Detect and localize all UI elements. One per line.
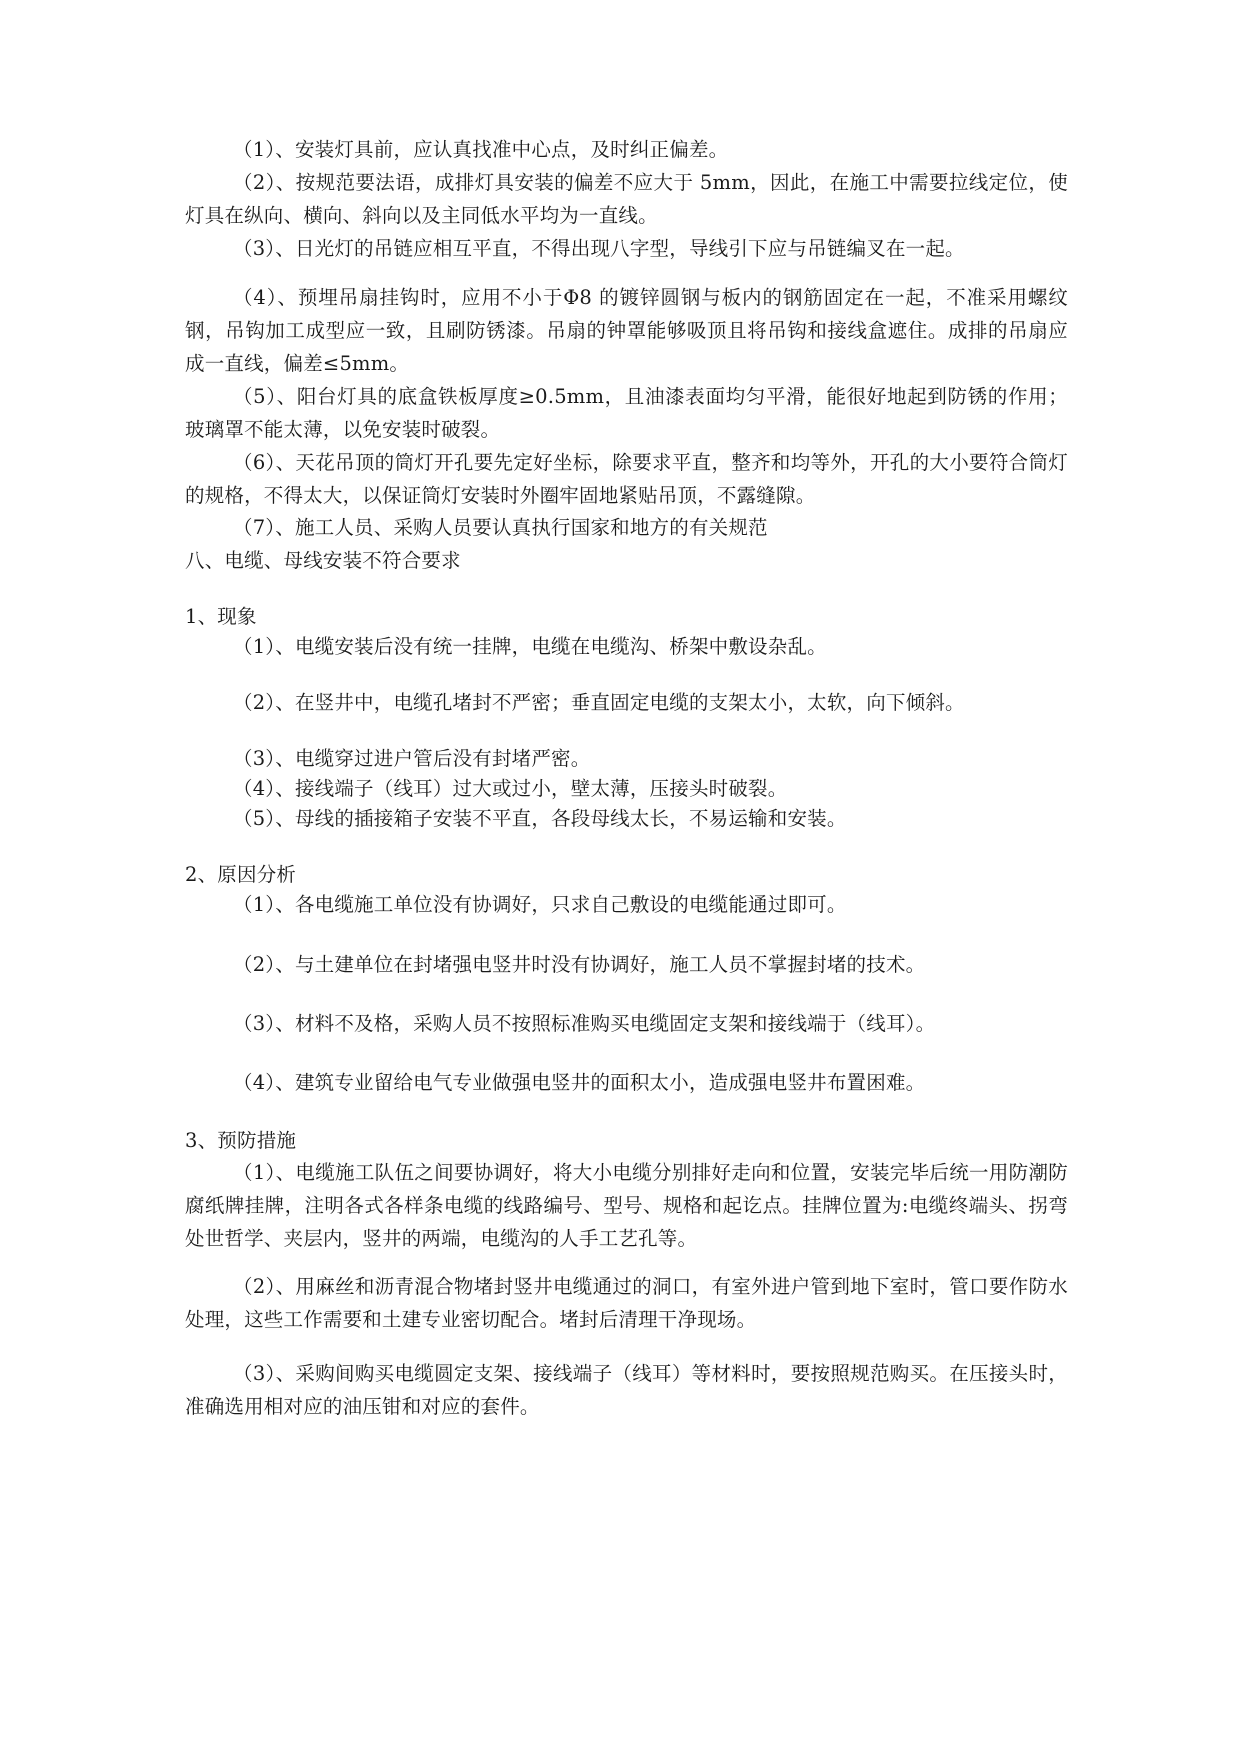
- paragraph-prevention-1: （1）、电缆施工队伍之间要协调好，将大小电缆分别排好走向和位置，安装完毕后统一用防潮防腐纸牌挂牌，注明各式各样条电缆的线路编号、型号、规格和起讫点。挂牌位置为:电缆终端头、拐弯处世哲学、夹层内，竖井的两端，电缆沟的人手工艺孔等。: [185, 1161, 1068, 1250]
- paragraph-phenomenon-1: （1）、电缆安装后没有统一挂牌，电缆在电缆沟、桥架中敷设杂乱。: [233, 635, 827, 658]
- paragraph-lamp-5: （5）、阳台灯具的底盒铁板厚度≥0.5mm，且油漆表面均匀平滑，能很好地起到防锈的作用；玻璃罩不能太薄，以免安装时破裂。: [185, 385, 1068, 441]
- paragraph-phenomenon-4: （4）、接线端子（线耳）过大或过小，壁太薄，压接头时破裂。: [233, 777, 788, 800]
- paragraph-phenomenon-5: （5）、母线的插接箱子安装不平直，各段母线太长，不易运输和安装。: [233, 807, 847, 830]
- paragraph-prevention-3: （3）、采购间购买电缆圆定支架、接线端子（线耳）等材料时，要按照规范购买。在压接头时，准确选用相对应的油压钳和对应的套件。: [185, 1362, 1068, 1418]
- paragraph-lamp-1: （1）、安装灯具前，应认真找准中心点，及时纠正偏差。: [233, 138, 729, 161]
- paragraph-cause-1: （1）、各电缆施工单位没有协调好，只求自己敷设的电缆能通过即可。: [233, 893, 847, 916]
- subheading-phenomenon: 1、现象: [185, 605, 257, 628]
- paragraph-phenomenon-2: （2）、在竖井中，电缆孔堵封不严密；垂直固定电缆的支架太小，太软，向下倾斜。: [233, 691, 965, 714]
- paragraph-lamp-3: （3）、日光灯的吊链应相互平直，不得出现八字型，导线引下应与吊链编叉在一起。: [233, 237, 965, 260]
- paragraph-lamp-2: （2）、按规范要法语，成排灯具安装的偏差不应大于 5mm，因此，在施工中需要拉线定位，使灯具在纵向、横向、斜向以及主同低水平均为一直线。: [185, 171, 1068, 227]
- subheading-cause-analysis: 2、原因分析: [185, 863, 297, 886]
- paragraph-cause-3: （3）、材料不及格，采购人员不按照标准购买电缆固定支架和接线端于（线耳）。: [233, 1012, 936, 1035]
- section-heading-cable-busbar: 八、电缆、母线安装不符合要求: [185, 549, 461, 572]
- paragraph-cause-4: （4）、建筑专业留给电气专业做强电竖井的面积太小，造成强电竖井布置困难。: [233, 1071, 926, 1094]
- paragraph-phenomenon-3: （3）、电缆穿过进户管后没有封堵严密。: [233, 747, 591, 770]
- paragraph-lamp-4: （4）、预埋吊扇挂钩时，应用不小于Φ8 的镀锌圆钢与板内的钢筋固定在一起，不准采用螺纹钢，吊钩加工成型应一致，且刷防锈漆。吊扇的钟罩能够吸顶且将吊钩和接线盒遮住。成排的吊扇应成一直线，偏差≤5mm。: [185, 286, 1068, 375]
- paragraph-cause-2: （2）、与土建单位在封堵强电竖井时没有协调好，施工人员不掌握封堵的技术。: [233, 953, 926, 976]
- paragraph-lamp-6: （6）、天花吊顶的筒灯开孔要先定好坐标，除要求平直，整齐和均等外，开孔的大小要符合筒灯的规格，不得太大，以保证筒灯安装时外圈牢固地紧贴吊顶，不露缝隙。: [185, 451, 1068, 507]
- paragraph-lamp-7: （7）、施工人员、采购人员要认真执行国家和地方的有关规范: [233, 516, 768, 539]
- paragraph-prevention-2: （2）、用麻丝和沥青混合物堵封竖井电缆通过的洞口，有室外进户管到地下室时，管口要作防水处理，这些工作需要和土建专业密切配合。堵封后清理干净现场。: [185, 1275, 1068, 1331]
- subheading-prevention: 3、预防措施: [185, 1129, 297, 1152]
